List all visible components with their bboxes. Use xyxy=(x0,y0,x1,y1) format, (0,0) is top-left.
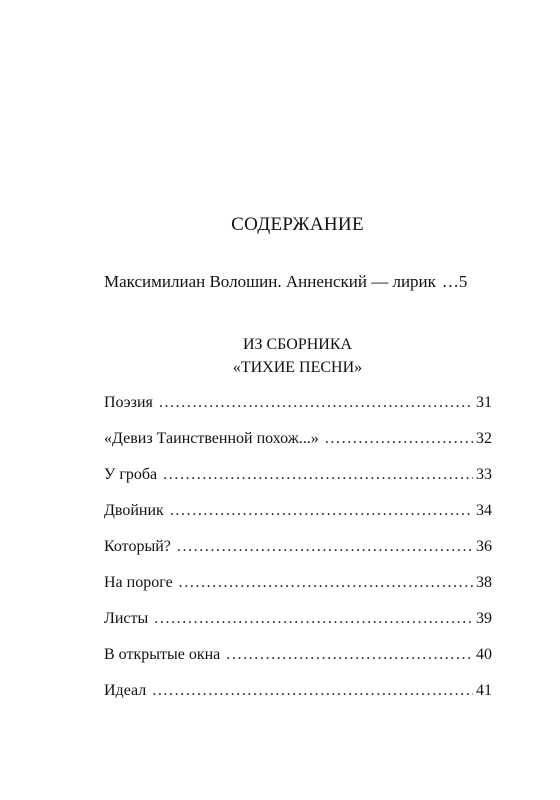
toc-entry-title: Поэзия xyxy=(104,394,153,411)
dot-leader xyxy=(152,682,473,700)
toc-entry-title: Идеал xyxy=(104,682,147,699)
toc-entry-page: 38 xyxy=(476,574,492,591)
toc-entry xyxy=(104,646,492,682)
dot-leader xyxy=(159,394,473,412)
toc-entry-title: В открытые окна xyxy=(104,646,221,663)
toc-entry xyxy=(104,394,492,430)
dot-leader xyxy=(170,502,473,520)
toc-entry xyxy=(104,502,492,538)
dot-leader xyxy=(163,466,473,484)
toc-entry-page: 32 xyxy=(476,430,492,447)
toc-entry xyxy=(104,538,492,574)
toc-entry-page: 34 xyxy=(476,502,492,519)
section-heading-line-1: ИЗ СБОРНИКА xyxy=(242,336,353,353)
toc-entry xyxy=(104,466,492,502)
dot-leader xyxy=(226,646,473,664)
toc-entry-page: 40 xyxy=(476,646,492,663)
toc-entry-page: 41 xyxy=(476,682,492,699)
toc-intro-page: …5 xyxy=(441,272,468,291)
toc-entry-title: Листы xyxy=(104,610,149,627)
toc-heading: СОДЕРЖАНИЕ xyxy=(231,214,364,235)
dot-leader xyxy=(179,574,473,592)
toc-entry-title: У гроба xyxy=(104,466,158,483)
toc-entry xyxy=(104,430,492,466)
toc-intro-title: Максимилиан Волошин. Анненский — лирик xyxy=(104,272,436,291)
toc-entry-page: 31 xyxy=(476,394,492,411)
dot-leader xyxy=(177,538,473,556)
toc-entry-title: На пороге xyxy=(104,574,173,591)
section-heading-line-2: «ТИХИЕ ПЕСНИ» xyxy=(232,359,363,376)
dot-leader xyxy=(325,430,473,448)
toc-entry-page: 39 xyxy=(476,610,492,627)
toc-entry-title: Двойник xyxy=(104,502,164,519)
toc-entry-title: Который? xyxy=(104,538,171,555)
toc-intro-entry xyxy=(104,272,494,292)
section-heading xyxy=(0,333,560,379)
toc-entry-list xyxy=(104,394,492,718)
dot-leader xyxy=(154,610,473,628)
toc-entry xyxy=(104,574,492,610)
toc-entry xyxy=(104,682,492,718)
toc-entry xyxy=(104,610,492,646)
toc-entry-page: 33 xyxy=(476,466,492,483)
toc-entry-title: «Девиз Таинственной похож...» xyxy=(104,430,319,447)
toc-entry-page: 36 xyxy=(476,538,492,555)
